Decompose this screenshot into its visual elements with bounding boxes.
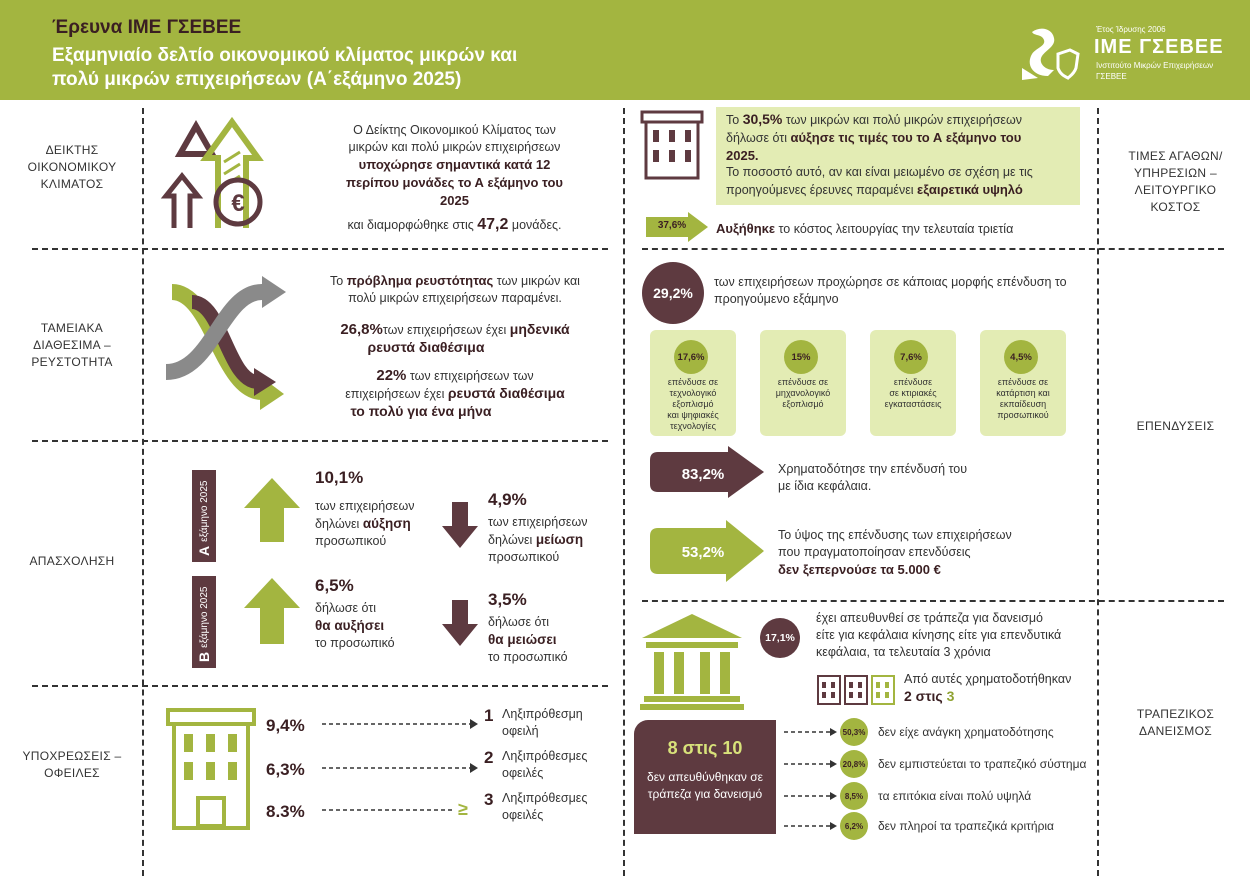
header-title-2: Εξαμηνιαίο δελτίο οικονομικού κλίματος μικρών και	[52, 45, 518, 66]
investment-card-1-value: 17,6%	[674, 340, 708, 374]
bank-icon	[640, 612, 744, 710]
label-employment: ΑΠΑΣΧΟΛΗΣΗ	[29, 554, 115, 568]
own-funds-text: Χρηματοδότησε την επένδυσή του με ίδια κεφάλαια.	[778, 462, 968, 493]
employment-a-increase: 10,1% των επιχειρήσεων δηλώνει αύξηση προσωπικού	[315, 468, 415, 548]
three-buildings-icon	[816, 672, 896, 706]
cash-text: Το πρόβλημα ρευστότητας των μικρών και πολύ μικρών επιχειρήσεων παραμένει. 26,8%των επιχειρήσεων έχει μηδενικά ρευστά διαθέσιμα 22% των επιχειρήσεων των επιχειρήσεων έχει ρευστά διαθέσιμα το πολύ για ένα μήνα	[330, 273, 580, 419]
reasons-dashed-arrows	[784, 724, 838, 834]
investment-card-4: 4,5% επένδυσε σε κατάρτιση και εκπαίδευση προσωπικού	[980, 330, 1066, 436]
building-icon	[166, 708, 256, 830]
liquidity-arrows-icon	[162, 272, 292, 414]
svg-text:€: €	[231, 190, 245, 217]
divider-h-4	[642, 248, 1224, 250]
reason-row-4: 6,2% δεν πληροί τα τραπεζικά κριτήρια	[840, 812, 1054, 840]
label-investments: ΕΠΕΝΔΥΣΕΙΣ	[1136, 419, 1215, 433]
divider-right-vertical	[1097, 108, 1099, 876]
not-applied-box: 8 στις 10 δεν απευθύνθηκαν σε τράπεζα για δανεισμό	[634, 720, 776, 834]
bank-applied-text: έχει απευθυνθεί σε τράπεζα για δανεισμό είτε για κεφάλαια κίνησης είτε για επενδυτικά κεφάλαια, τα τελευταία 3 χρόνια	[816, 611, 1062, 659]
reason-row-1: 50,3% δεν είχε ανάγκη χρηματοδότησης	[840, 718, 1054, 746]
label-prices: ΤΙΜΕΣ ΑΓΑΘΩΝ/ ΥΠΗΡΕΣΙΩΝ – ΛΕΙΤΟΥΡΓΙΚΟ ΚΟΣΤΟΣ	[1128, 149, 1223, 214]
label-index: ΔΕΙΚΤΗΣ ΟΙΚΟΝΟΜΙΚΟΥ ΚΛΙΜΑΤΟΣ	[27, 143, 117, 191]
divider-h-5	[642, 600, 1224, 602]
employment-a-decrease: 4,9% των επιχειρήσεων δηλώνει μείωση προσωπικού	[488, 490, 588, 564]
tag-semester-a: Α εξάμηνο 2025	[192, 470, 216, 562]
investment-card-4-value: 4,5%	[1004, 340, 1038, 374]
reason-row-3: 8,5% τα επιτόκια είναι πολύ υψηλά	[840, 782, 1031, 810]
label-cash: ΤΑΜΕΙΑΚΑ ΔΙΑΘΕΣΙΜΑ – ΡΕΥΣΤΟΤΗΤΑ	[31, 321, 113, 369]
debt-pct-2: 6,3%	[266, 760, 305, 779]
investment-main-text: των επιχειρήσεων προχώρησε σε κάποιας μορφής επένδυση το προηγούμενο εξάμηνο	[714, 275, 1067, 306]
investment-card-2: 15% επένδυσε σε μηχανολογικό εξοπλισμό	[760, 330, 846, 436]
logo-since: Έτος Ίδρυσης 2006	[1096, 25, 1166, 34]
reason-row-2: 20,8% δεν εμπιστεύεται το τραπεζικό σύστημα	[840, 750, 1086, 778]
cost-text: Αυξήθηκε το κόστος λειτουργίας την τελευταία τριετία	[716, 221, 1014, 236]
employment-b-increase: 6,5% δήλωσε ότι θα αυξήσει το προσωπικό	[315, 576, 395, 650]
own-funds-value: 83,2%	[681, 466, 725, 483]
office-building-icon	[640, 110, 704, 180]
header-title-1: Έρευνα ΙΜΕ ΓΣΕΒΕΕ	[52, 17, 242, 38]
divider-h-2	[32, 440, 608, 442]
bank-applied-circle: 17,1%	[760, 618, 800, 658]
label-debts: ΥΠΟΧΡΕΩΣΕΙΣ – ΟΦΕΙΛΕΣ	[22, 749, 122, 780]
divider-h-3	[32, 685, 608, 687]
investment-card-3-value: 7,6%	[894, 340, 928, 374]
debt-pct-3: 8.3%	[266, 802, 305, 821]
employment-b-decrease: 3,5% δήλωσε ότι θα μειώσει το προσωπικό	[488, 590, 568, 664]
investment-card-1: 17,6% επένδυσε σε τεχνολογικό εξοπλισμό και ψηφιακές τεχνολογίες	[650, 330, 736, 436]
index-text: Ο Δείκτης Οικονομικού Κλίματος των μικρών και πολύ μικρών επιχειρήσεων υποχώρησε σημαντικά κατά 12 περίπου μονάδες το Α εξάμηνο του 2025 και διαμορφώθηκε στις 47,2 μονάδες.	[346, 123, 563, 233]
investment-card-2-value: 15%	[784, 340, 818, 374]
header-banner	[0, 0, 1250, 100]
arrow-down-a-icon	[442, 502, 478, 548]
arrow-up-a-icon	[244, 478, 300, 542]
bank-financed-text: Από αυτές χρηματοδοτήθηκαν 2 στις 3	[904, 672, 1072, 704]
debt-row-1: 1 Ληξιπρόθεσμη οφειλή	[484, 706, 583, 738]
arrow-up-b-icon	[244, 578, 300, 644]
logo-icon	[1018, 24, 1082, 82]
investment-main-circle: 29,2%	[642, 262, 704, 324]
index-arrows-icon	[160, 112, 270, 232]
debt-pct-1: 9,4%	[266, 716, 305, 735]
tag-semester-b: Β εξάμηνο 2025	[192, 576, 216, 668]
divider-left-vertical	[142, 108, 144, 876]
debt-gte-sign: ≥	[458, 799, 468, 819]
amount-text: Το ύψος της επένδυσης των επιχειρήσεων που πραγματοποίησαν επενδύσεις δεν ξεπερνούσε τα 5.000 €	[778, 528, 1012, 577]
header-title-3: πολύ μικρών επιχειρήσεων (Α΄εξάμηνο 2025)	[52, 69, 462, 90]
divider-h-1	[32, 248, 608, 250]
logo-name: ΙΜΕ ΓΣΕΒΕΕ	[1094, 36, 1224, 58]
label-banking: ΤΡΑΠΕΖΙΚΟΣ ΔΑΝΕΙΣΜΟΣ	[1136, 707, 1215, 738]
arrow-down-b-icon	[442, 600, 478, 646]
investment-card-3: 7,6% επένδυσε σε κτιριακές εγκαταστάσεις	[870, 330, 956, 436]
debt-row-2: 2 Ληξιπρόθεσμες οφειλές	[484, 748, 588, 780]
debt-row-3: 3 Ληξιπρόθεσμες οφειλές	[484, 790, 588, 822]
logo-sub-1: Ινστιτούτο Μικρών Επιχειρήσεων	[1096, 61, 1214, 70]
cost-arrow-value: 37,6%	[657, 220, 687, 231]
divider-center-vertical	[623, 108, 625, 876]
prices-box: Το 30,5% των μικρών και πολύ μικρών επιχειρήσεων δήλωσε ότι αύξησε τις τιμές του το Α εξάμηνο του 2025. Το ποσοστό αυτό, αν και είναι μειωμένο σε σχέση με τις προηγούμενες έρευνες παραμένει εξαιρετικά υψηλό	[716, 107, 1080, 205]
logo-sub-2: ΓΣΕΒΕΕ	[1096, 72, 1127, 81]
amount-value: 53,2%	[681, 544, 725, 561]
